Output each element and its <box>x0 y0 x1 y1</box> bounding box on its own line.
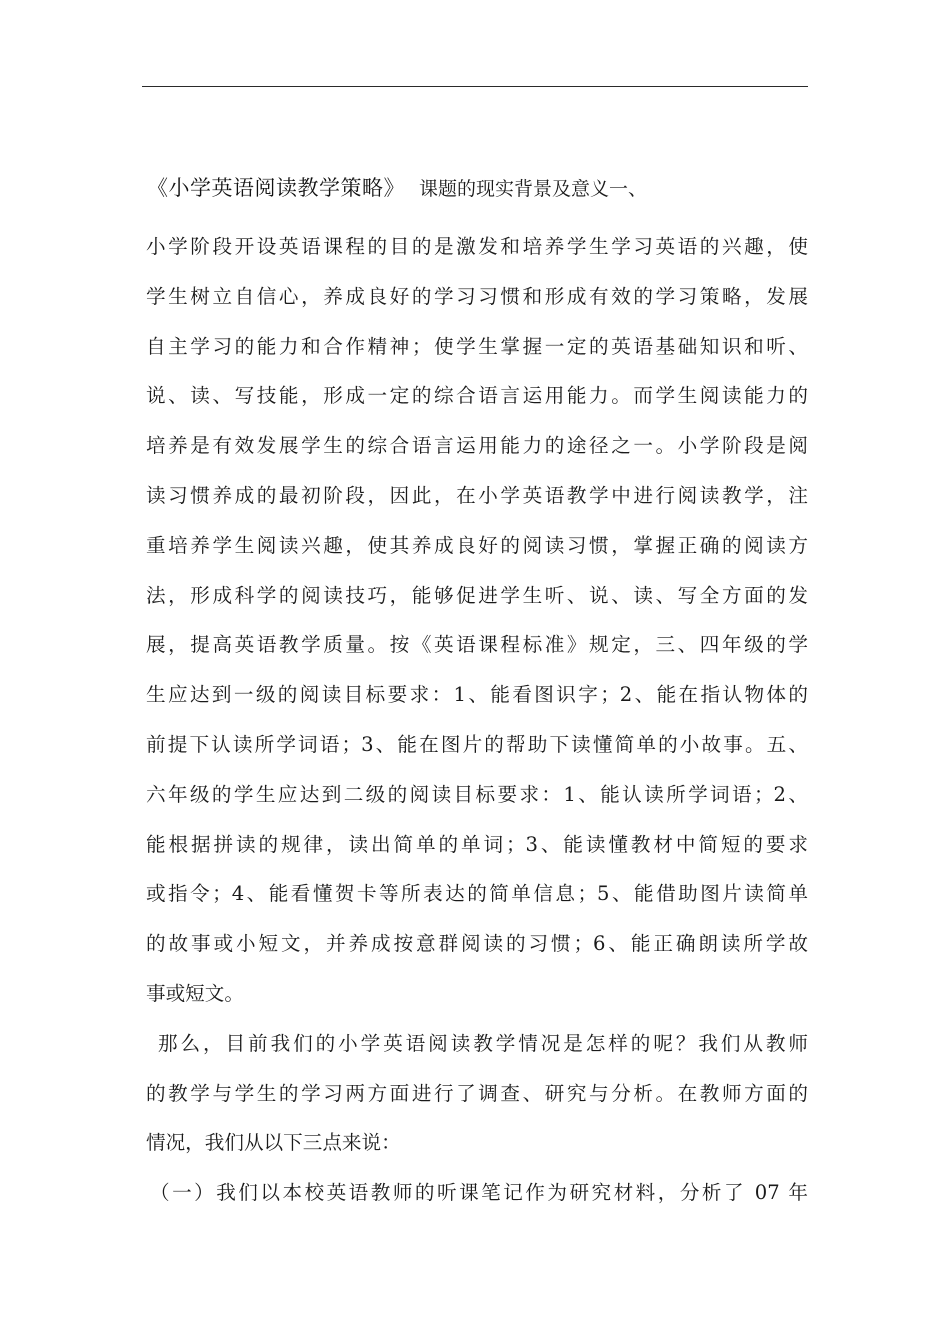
text-line: 读习惯养成的最初阶段，因此，在小学英语教学中进行阅读教学，注 <box>146 483 808 507</box>
text-line: 事或短文。 <box>146 981 244 1005</box>
text-line: 生应达到一级的阅读目标要求：1、能看图识字；2、能在指认物体的 <box>146 683 808 707</box>
text-line: 重培养学生阅读兴趣，使其养成良好的阅读习惯，掌握正确的阅读方 <box>146 533 808 557</box>
header-rule <box>142 86 808 87</box>
text-line: （一）我们以本校英语教师的听课笔记作为研究材料，分析了 07 年 <box>150 1181 808 1205</box>
title-main: 《小学英语阅读教学策略》 <box>147 176 405 200</box>
text-line: 情况，我们从以下三点来说： <box>146 1131 401 1155</box>
body-text <box>146 222 808 1218</box>
text-line: 培养是有效发展学生的综合语言运用能力的途径之一。小学阶段是阅 <box>146 434 808 458</box>
text-line: 能根据拼读的规律，读出简单的单词；3、能读懂教材中简短的要求 <box>146 832 808 856</box>
text-line: 那么，目前我们的小学英语阅读教学情况是怎样的呢？我们从教师 <box>158 1031 808 1055</box>
text-line: 或指令；4、能看懂贺卡等所表达的简单信息；5、能借助图片读简单 <box>146 882 808 906</box>
document-title <box>147 172 807 212</box>
text-line: 说、读、写技能，形成一定的综合语言运用能力。而学生阅读能力的 <box>146 384 808 408</box>
text-line: 的故事或小短文，并养成按意群阅读的习惯；6、能正确朗读所学故 <box>146 932 808 956</box>
text-line: 的教学与学生的学习两方面进行了调查、研究与分析。在教师方面的 <box>146 1081 808 1105</box>
text-line: 学生树立自信心，养成良好的学习习惯和形成有效的学习策略，发展 <box>146 284 808 308</box>
title-subtitle: 课题的现实背景及意义一、 <box>419 178 648 200</box>
text-line: 展，提高英语教学质量。按《英语课程标准》规定，三、四年级的学 <box>146 633 808 657</box>
text-line: 小学阶段开设英语课程的目的是激发和培养学生学习英语的兴趣，使 <box>146 235 808 258</box>
text-line: 自主学习的能力和合作精神；使学生掌握一定的英语基础知识和听、 <box>146 334 808 358</box>
text-line: 法，形成科学的阅读技巧，能够促进学生听、说、读、写全方面的发 <box>146 583 808 607</box>
text-line: 前提下认读所学词语；3、能在图片的帮助下读懂简单的小故事。五、 <box>146 732 808 756</box>
text-line: 六年级的学生应达到二级的阅读目标要求：1、能认读所学词语；2、 <box>146 782 808 806</box>
